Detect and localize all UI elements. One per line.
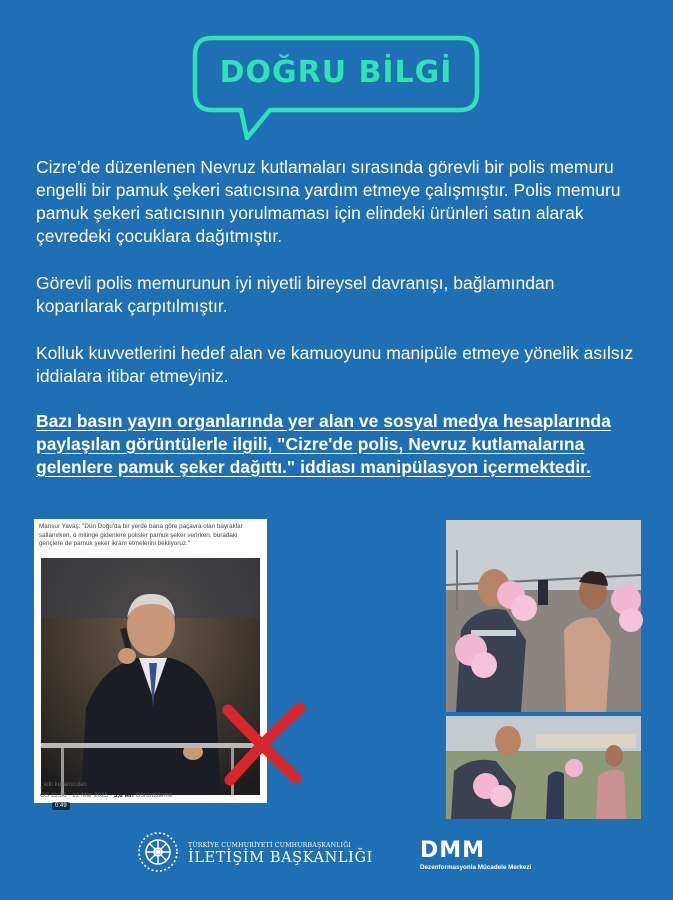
org-name: İLETİŞİM BAŞKANLIĞI: [188, 850, 373, 866]
red-cross-icon: [218, 702, 308, 784]
tweet-views: 3,8 Mn: [113, 792, 134, 799]
paragraph-explanation: Cizre’de düzenlenen Nevruz kutlamaları sırasında görevli bir polis memuru engelli bir pamuk şekeri satıcısına yardım etmeye çalışmıştır. Polis memuru pamuk şekeri satıcısının yorulmaması için elindeki ürünleri satın alarak çevredeki çocuklara dağıtmıştır.: [36, 157, 621, 246]
paragraph-claim-highlight: Bazı basın yayın organlarında yer alan ve sosyal medya hesaplarında paylaşılan görüntülerle ilgili, "Cizre'de polis, Nevruz kutlamalarına gelenlere pamuk şeker dağıttı." iddiası manipülasyon içermektedir.: [36, 411, 611, 477]
tweet-timestamp: ÖS 11:56 · 22 Mar 2025 ·: [40, 792, 114, 799]
tweet-text: Mansur Yavaş: "Dün Doğu'da bir yerde bana göre paçavra olan bayraklar sallanırken, o mitinge gidenlere polisler pamuk şeker verirken, buradaki gençlere de pamuk şeker ikram etmelerini bekliyoruz.": [39, 523, 243, 547]
paragraph-distortion: Görevli polis memurunun iyi niyetli bireysel davranışı, bağlamından koparılarak çarpıtılmıştır.: [36, 273, 555, 316]
dmm-wordmark: DMM: [420, 838, 486, 863]
speech-bubble-icon: [192, 35, 492, 145]
children-scene-illustration: [446, 716, 641, 819]
paragraph-warning: Kolluk kuvvetlerini hedef alan ve kamuoyunu manipüle etmeye yönelik asılsız iddialara itibar etmeyiniz.: [36, 343, 634, 386]
badge-label: DOĞRU BİLGİ: [219, 55, 453, 90]
police-scene-illustration: [446, 520, 641, 712]
tweet-views-label: Görüntüleme: [133, 792, 173, 799]
iletisim-baskanligi-logo: [136, 830, 373, 878]
police-cotton-candy-photo-2: [446, 716, 641, 819]
dmm-fullname: Dezenformasyonla Mücadele Merkezi: [420, 864, 532, 871]
org-parent-name: TÜRKİYE CUMHURİYETİ CUMHURBAŞKANLIĞI: [188, 842, 351, 849]
tweet-meta: [40, 792, 172, 799]
dmm-logo: [420, 838, 560, 878]
video-duration: 0:49: [52, 802, 70, 810]
dogru-bilgi-badge: [192, 35, 480, 113]
tweet-author: _adlı kullanıcıdan: [40, 782, 87, 788]
emblem-icon: [136, 830, 180, 874]
police-cotton-candy-photo-1: [446, 520, 641, 712]
